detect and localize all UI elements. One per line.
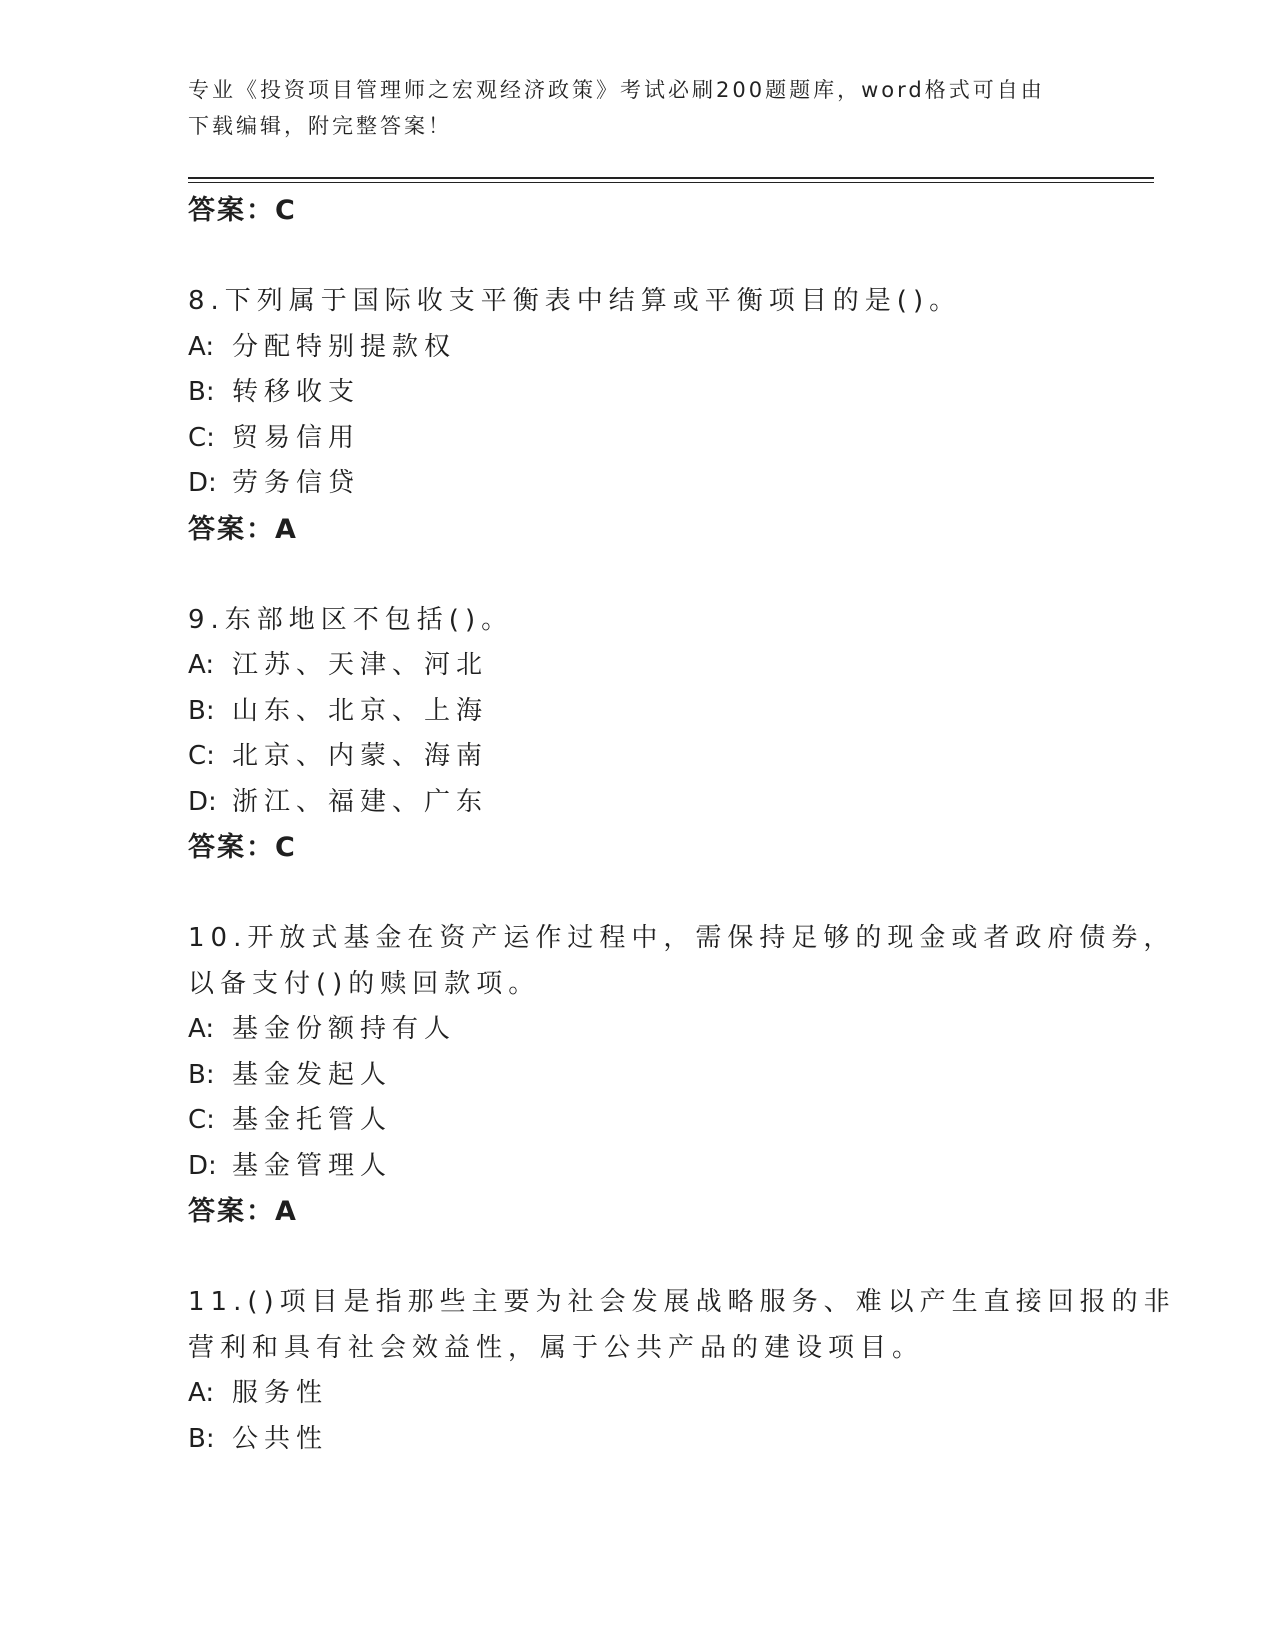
header-line-2: 下载编辑，附完整答案！ — [188, 114, 452, 138]
question-8 — [188, 279, 1088, 552]
question-9 — [188, 598, 1088, 871]
option-b — [188, 370, 1088, 416]
option-letter: D: — [188, 786, 217, 817]
option-b — [188, 1417, 1088, 1463]
option-letter: A: — [188, 650, 215, 680]
header-line-1: 专业《投资项目管理师之宏观经济政策》考试必刷200题题库，word格式可自由 — [188, 78, 1045, 102]
option-text: 分配特别提款权 — [232, 331, 457, 362]
option-d — [188, 780, 1088, 826]
option-letter: A: — [188, 331, 215, 362]
option-b — [188, 689, 1088, 735]
option-text: 基金管理人 — [232, 1150, 393, 1181]
answer: 答案：A — [188, 1196, 298, 1227]
option-letter: A: — [188, 1014, 215, 1044]
question-stem: 10.开放式基金在资产运作过程中，需保持足够的现金或者政府债券， — [188, 923, 1176, 953]
question-stem-continued: 营利和具有社会效益性，属于公共产品的建设项目。 — [188, 1332, 925, 1363]
option-letter: A: — [188, 1378, 215, 1408]
option-letter: D: — [188, 1150, 217, 1181]
option-d — [188, 1144, 1088, 1190]
option-text: 基金份额持有人 — [232, 1014, 457, 1044]
option-letter: C: — [188, 422, 215, 453]
spacer — [188, 871, 1088, 917]
option-text: 劳务信贷 — [232, 468, 361, 498]
option-text: 转移收支 — [232, 377, 361, 407]
spacer — [188, 1235, 1088, 1281]
answer: 答案：A — [188, 513, 298, 545]
option-c — [188, 734, 1088, 780]
option-b — [188, 1053, 1088, 1099]
option-text: 公共性 — [232, 1423, 329, 1454]
option-text: 基金发起人 — [232, 1059, 393, 1090]
option-text: 北京、内蒙、海南 — [232, 741, 489, 771]
option-text: 贸易信用 — [232, 422, 361, 453]
option-c — [188, 1098, 1088, 1144]
option-letter: B: — [188, 1423, 215, 1454]
option-d — [188, 461, 1088, 507]
option-text: 基金托管人 — [232, 1105, 393, 1135]
answer: 答案：C — [188, 832, 297, 863]
option-a — [188, 1371, 1088, 1417]
spacer — [188, 552, 1088, 598]
option-a — [188, 643, 1088, 689]
option-text: 江苏、天津、河北 — [232, 650, 489, 680]
option-a — [188, 1007, 1088, 1053]
question-stem: 8.下列属于国际收支平衡表中结算或平衡项目的是()。 — [188, 286, 962, 316]
previous-answer: 答案：C — [188, 195, 297, 226]
option-text: 浙江、福建、广东 — [232, 786, 489, 817]
question-10 — [188, 916, 1176, 1235]
option-letter: B: — [188, 377, 215, 407]
option-text: 服务性 — [232, 1378, 329, 1408]
question-11 — [188, 1280, 1176, 1462]
spacer — [188, 234, 1088, 280]
question-stem: 9.东部地区不包括()。 — [188, 604, 514, 635]
question-list — [188, 188, 1176, 1462]
header-divider — [188, 177, 1154, 183]
option-letter: C: — [188, 741, 215, 771]
option-letter: C: — [188, 1105, 215, 1135]
option-letter: D: — [188, 468, 217, 498]
option-letter: B: — [188, 695, 215, 726]
option-a — [188, 325, 1088, 371]
option-text: 山东、北京、上海 — [232, 695, 489, 726]
option-letter: B: — [188, 1059, 215, 1090]
question-stem: 11.()项目是指那些主要为社会发展战略服务、难以产生直接回报的非 — [188, 1287, 1176, 1317]
question-stem-continued: 以备支付()的赎回款项。 — [188, 968, 541, 999]
option-c — [188, 416, 1088, 462]
document-header — [188, 72, 1088, 144]
